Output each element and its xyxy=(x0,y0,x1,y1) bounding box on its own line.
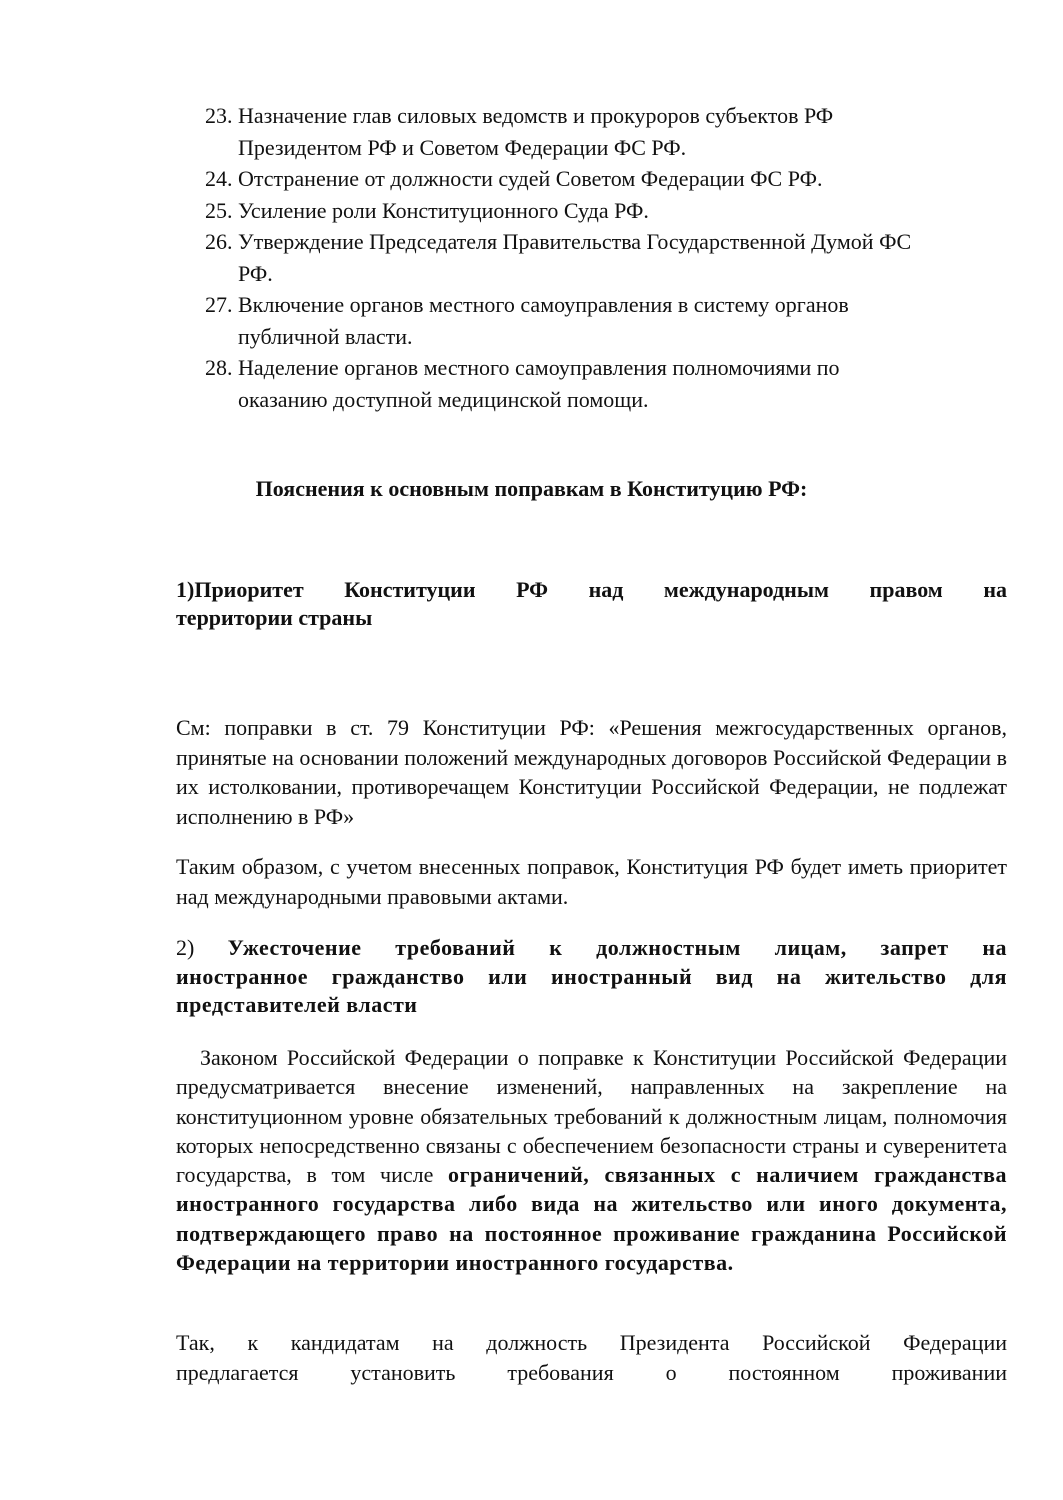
list-item-line: Наделение органов местного самоуправления полномочиями по xyxy=(238,355,840,380)
subheading-2 xyxy=(176,934,1007,1020)
list-item-line: оказанию доступной медицинской помощи. xyxy=(238,386,649,412)
list-item-line: публичной власти. xyxy=(238,323,413,349)
paragraph-amendment-79: См: поправки в ст. 79 Конституции РФ: «Решения межгосударственных органов, принятые на основании положений международных договоров Российской Федерации в их истолковании, противоречащем Конституции Российской Федерации, не подлежат исполнению в РФ» xyxy=(176,715,1007,829)
list-item-line: Усиление роли Конституционного Суда РФ. xyxy=(238,197,649,223)
list-item-number: 27. xyxy=(205,292,233,317)
paragraph-conclusion: Таким образом, с учетом внесенных поправок, Конституция РФ будет иметь приоритет над международными правовыми актами. xyxy=(176,854,1007,909)
subheading-1-line2: территории страны xyxy=(176,605,373,630)
paragraph-line: Так, к кандидатам на должность Президента Российской Федерации xyxy=(176,1330,1007,1355)
list-item-number: 28. xyxy=(205,355,233,380)
paragraph-normal-text: Законом Российской Федерации о поправке к Конституции Российской Федерации предусматривается внесение изменений, направленных на закрепление на конституционном уровне обязательных требований к должностным лицам, полномочия которых непосредственно связаны с обеспечением безопасности страны и суверенитета государства, в том числе xyxy=(176,1045,1007,1188)
subheading-2-prefix: 2) xyxy=(176,935,228,960)
subheading-2-line3: представителей власти xyxy=(176,992,418,1017)
paragraph-law-requirements xyxy=(176,1043,1007,1277)
list-item xyxy=(205,163,1015,195)
list-item xyxy=(205,289,1015,352)
list-item-number: 26. xyxy=(205,229,233,254)
list-item-line: Утверждение Председателя Правительства Государственной Думой ФС xyxy=(238,229,912,254)
list-item xyxy=(205,100,1015,163)
list-item xyxy=(205,195,1015,227)
subheading-1-line1: 1)Приоритет Конституции РФ над международным правом на xyxy=(176,577,1007,602)
subheading-1 xyxy=(176,576,1007,632)
section-heading: Пояснения к основным поправкам в Конституцию РФ: xyxy=(255,476,808,501)
list-item-number: 25. xyxy=(205,197,233,223)
paragraph-bold-text: ограничений, связанных с наличием гражданства иностранного государства либо вида на жительство или иного документа, подтверждающего право на постоянное проживание гражданина Российской Федерации на территории иностранного государства. xyxy=(176,1162,1008,1276)
list-item-line: РФ. xyxy=(238,260,273,286)
list-item-number: 23. xyxy=(205,103,233,128)
list-item-line: Отстранение от должности судей Советом Федерации ФС РФ. xyxy=(238,166,823,191)
amendments-list xyxy=(205,100,1015,415)
subheading-2-line2: иностранное гражданство или иностранный вид на жительство для xyxy=(176,963,1007,989)
subheading-2-line1: Ужесточение требований к должностным лицам, запрет на xyxy=(227,935,1008,960)
list-item-line: Назначение глав силовых ведомств и прокуроров субъектов РФ xyxy=(238,103,834,128)
list-item-line: Включение органов местного самоуправления в систему органов xyxy=(238,292,849,317)
list-item xyxy=(205,352,1015,415)
paragraph-line: предлагается установить требования о постоянном проживании xyxy=(176,1359,1007,1385)
list-item xyxy=(205,226,1015,289)
list-item-line: Президентом РФ и Советом Федерации ФС РФ. xyxy=(238,134,687,160)
list-item-number: 24. xyxy=(205,166,233,191)
paragraph-president-requirements xyxy=(176,1328,1007,1387)
